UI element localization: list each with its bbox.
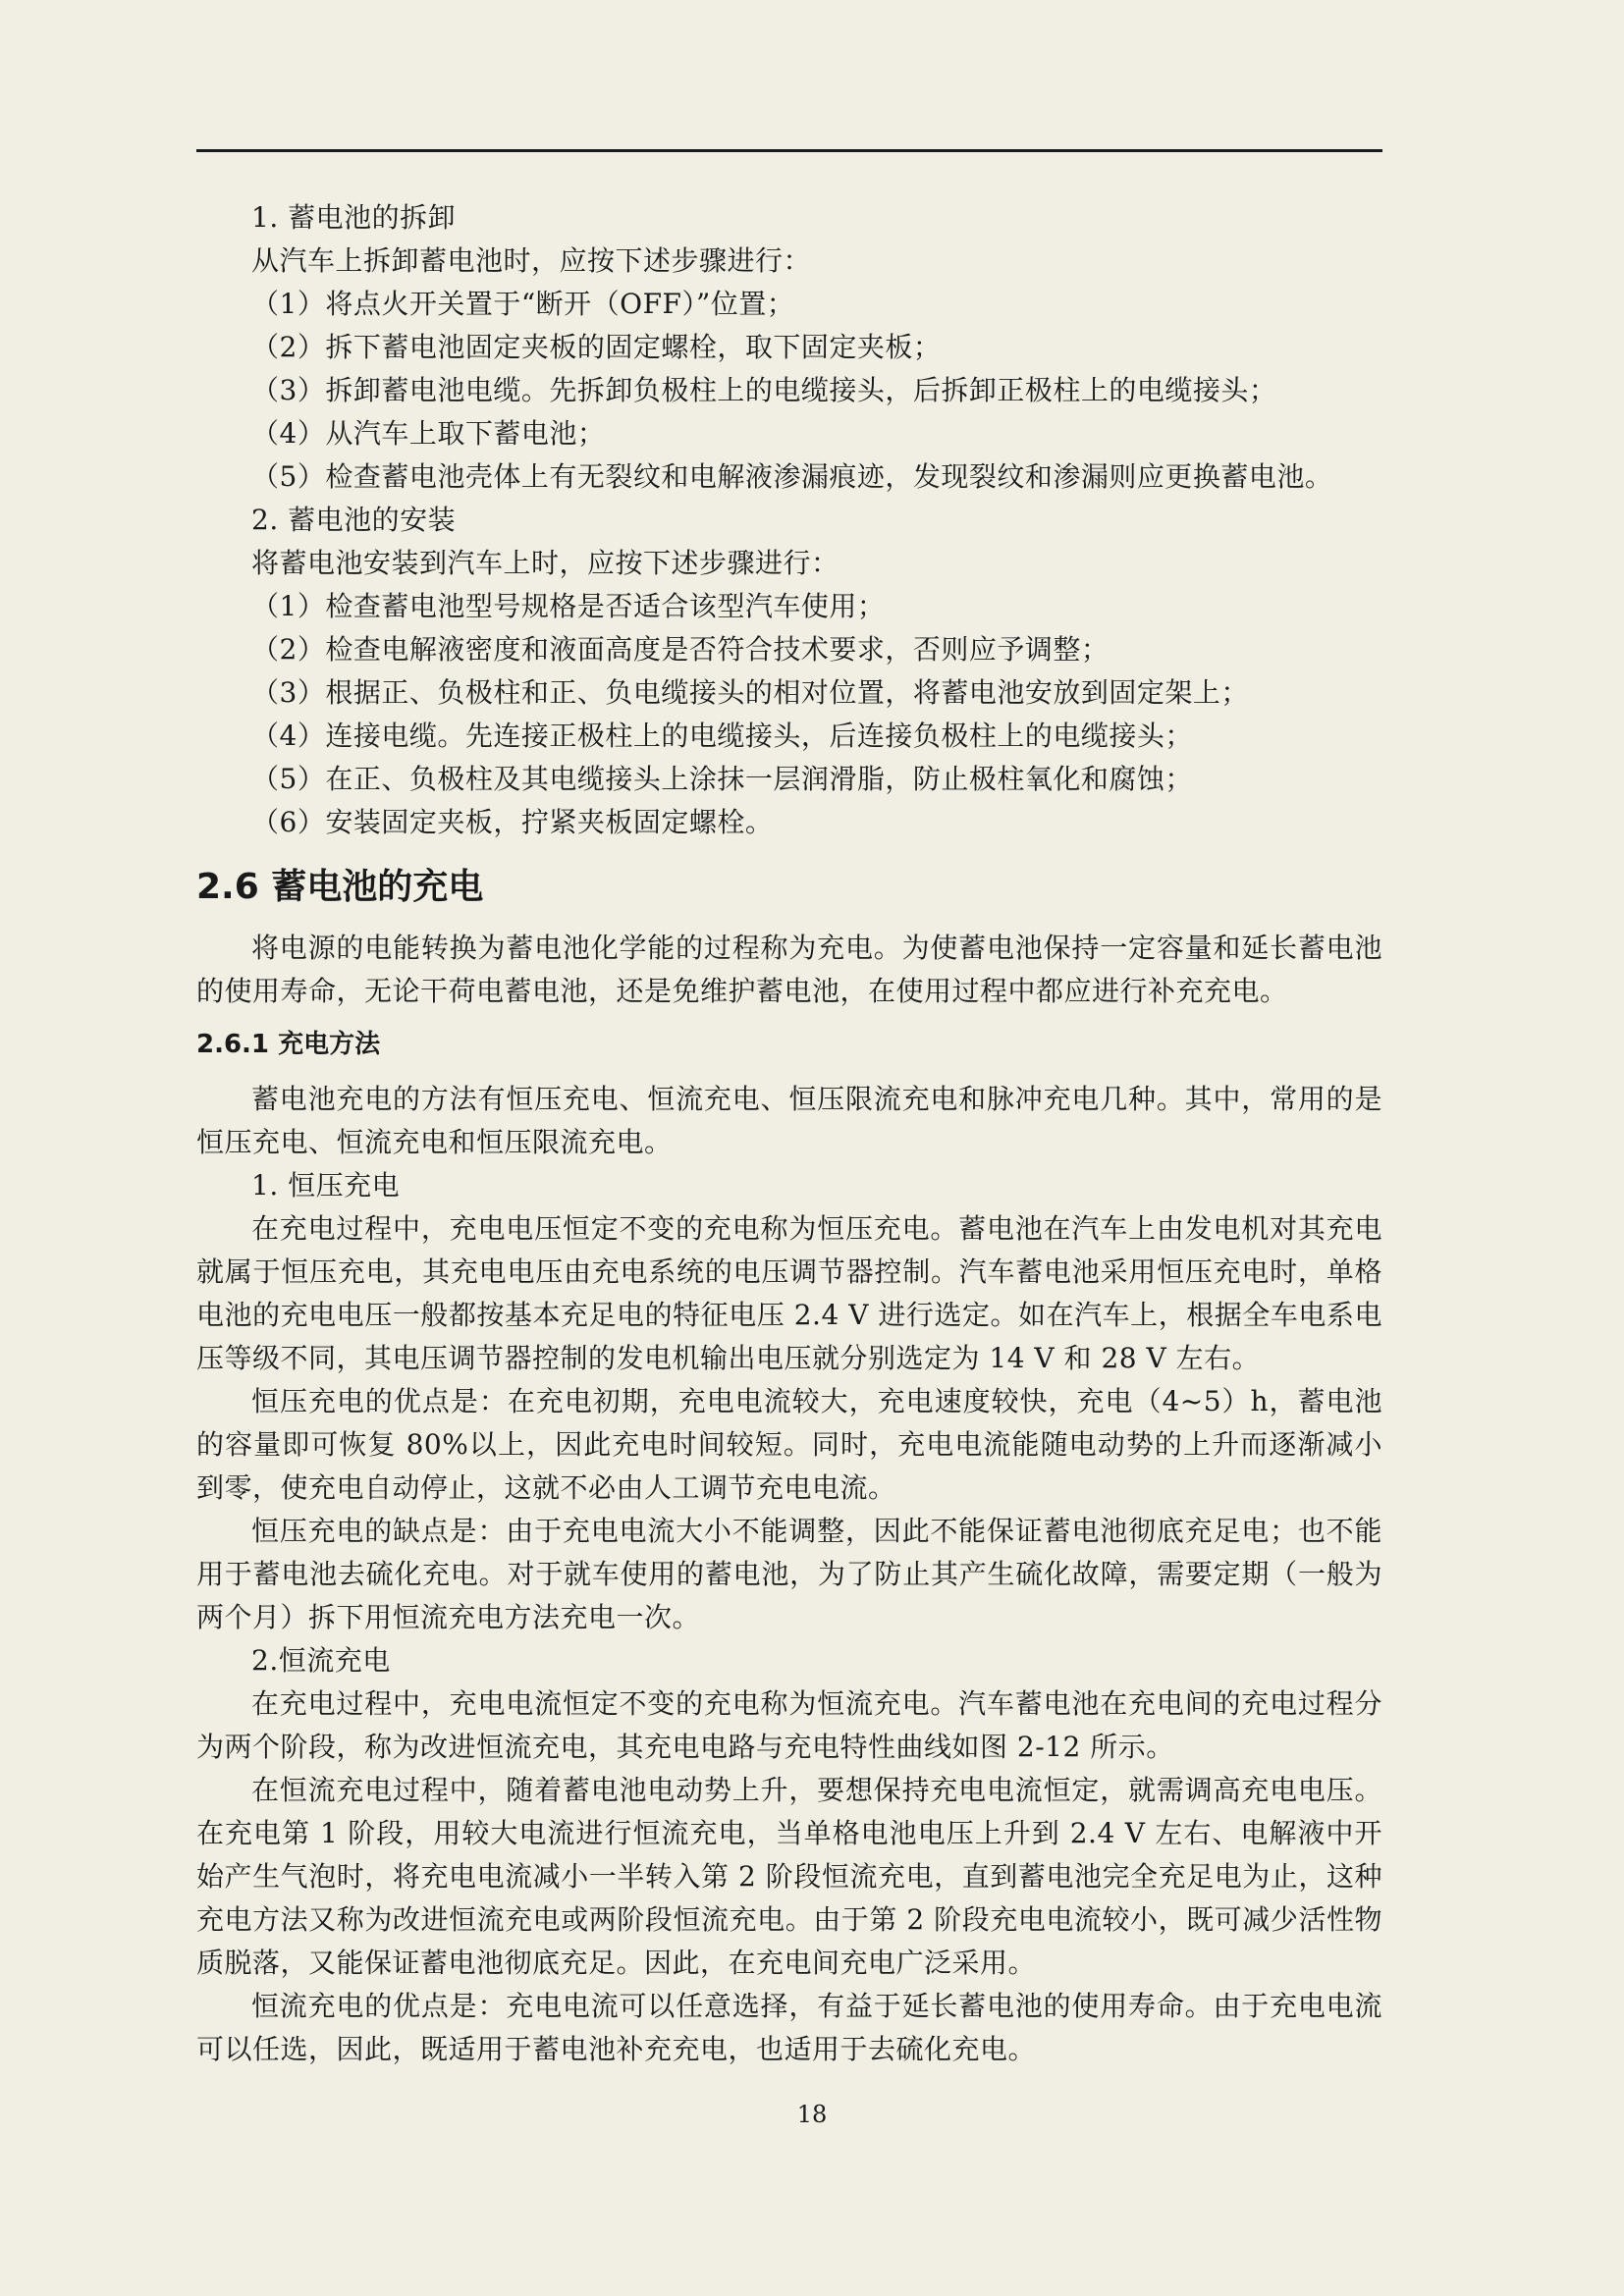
header-rule (196, 149, 1382, 152)
installation-step: （3）根据正、负极柱和正、负电缆接头的相对位置，将蓄电池安放到固定架上； (251, 676, 1249, 709)
constant-current-paragraph: 在恒流充电过程中，随着蓄电池电动势上升，要想保持充电电流恒定，就需调高充电电压。在充电第 1 阶段，用较大电流进行恒流充电，当单格电池电压上升到 2.4 V 左右、电解液中开始产生气泡时，将充电电流减小一半转入第 2 阶段恒流充电，直到蓄电池完全充足电为止，这种充电方法又称为改进恒流充电或两阶段恒流充电。由于第 2 阶段充电电流较小，既可减少活性物质脱落，又能保证蓄电池彻底充足。因此，在充电间充电广泛采用。 (196, 1774, 1382, 1979)
subsection-intro: 蓄电池充电的方法有恒压充电、恒流充电、恒压限流充电和脉冲充电几种。其中，常用的是恒压充电、恒流充电和恒压限流充电。 (196, 1083, 1382, 1158)
constant-current-paragraph: 恒流充电的优点是：充电电流可以任意选择，有益于延长蓄电池的使用寿命。由于充电电流可以任选，因此，既适用于蓄电池补充充电，也适用于去硫化充电。 (196, 1990, 1382, 2065)
constant-voltage-paragraph: 在充电过程中，充电电压恒定不变的充电称为恒压充电。蓄电池在汽车上由发电机对其充电就属于恒压充电，其充电电压由充电系统的电压调节器控制。汽车蓄电池采用恒压充电时，单格电池的充电电压一般都按基本充足电的特征电压 2.4 V 进行选定。如在汽车上，根据全车电系电压等级不同，其电压调节器控制的发电机输出电压就分别选定为 14 V 和 28 V 左右。 (196, 1212, 1382, 1374)
installation-heading: 2. 蓄电池的安装 (251, 504, 457, 536)
subsection-title: 2.6.1 充电方法 (196, 1030, 381, 1059)
constant-voltage-heading: 1. 恒压充电 (251, 1169, 401, 1201)
page-content (196, 196, 1382, 2071)
constant-current-heading: 2.恒流充电 (251, 1644, 391, 1677)
installation-intro: 将蓄电池安装到汽车上时，应按下述步骤进行： (251, 547, 839, 579)
disassembly-step: （4）从汽车上取下蓄电池； (251, 417, 606, 450)
disassembly-heading: 1. 蓄电池的拆卸 (251, 201, 457, 234)
installation-step: （5）在正、负极柱及其电缆接头上涂抹一层润滑脂，防止极柱氧化和腐蚀； (251, 763, 1193, 795)
section-intro: 将电源的电能转换为蓄电池化学能的过程称为充电。为使蓄电池保持一定容量和延长蓄电池的使用寿命，无论干荷电蓄电池，还是免维护蓄电池，在使用过程中都应进行补充充电。 (196, 932, 1382, 1007)
disassembly-intro: 从汽车上拆卸蓄电池时，应按下述步骤进行： (251, 244, 812, 277)
installation-step: （4）连接电缆。先连接正极柱上的电缆接头，后连接负极柱上的电缆接头； (251, 720, 1193, 752)
disassembly-step: （5）检查蓄电池壳体上有无裂纹和电解液渗漏痕迹，发现裂纹和渗漏则应更换蓄电池。 (251, 460, 1333, 493)
installation-step: （1）检查蓄电池型号规格是否适合该型汽车使用； (251, 590, 886, 622)
constant-voltage-paragraph: 恒压充电的缺点是：由于充电电流大小不能调整，因此不能保证蓄电池彻底充足电；也不能用于蓄电池去硫化充电。对于就车使用的蓄电池，为了防止其产生硫化故障，需要定期（一般为两个月）拆下用恒流充电方法充电一次。 (196, 1515, 1382, 1633)
installation-step: （6）安装固定夹板，拧紧夹板固定螺栓。 (251, 806, 774, 838)
disassembly-step: （1）将点火开关置于“断开（OFF）”位置； (251, 288, 795, 320)
disassembly-step: （2）拆下蓄电池固定夹板的固定螺栓，取下固定夹板； (251, 331, 942, 363)
page-number: 18 (796, 2101, 828, 2128)
installation-step: （2）检查电解液密度和液面高度是否符合技术要求，否则应予调整； (251, 633, 1110, 666)
constant-current-paragraph: 在充电过程中，充电电流恒定不变的充电称为恒流充电。汽车蓄电池在充电间的充电过程分为两个阶段，称为改进恒流充电，其充电电路与充电特性曲线如图 2-12 所示。 (196, 1687, 1382, 1763)
section-title: 2.6 蓄电池的充电 (196, 867, 484, 907)
disassembly-step: （3）拆卸蓄电池电缆。先拆卸负极柱上的电缆接头，后拆卸正极柱上的电缆接头； (251, 374, 1277, 406)
constant-voltage-paragraph: 恒压充电的优点是：在充电初期，充电电流较大，充电速度较快，充电（4~5）h，蓄电池的容量即可恢复 80%以上，因此充电时间较短。同时，充电电流能随电动势的上升而逐渐减小到零，使充电自动停止，这就不必由人工调节充电电流。 (196, 1385, 1382, 1504)
